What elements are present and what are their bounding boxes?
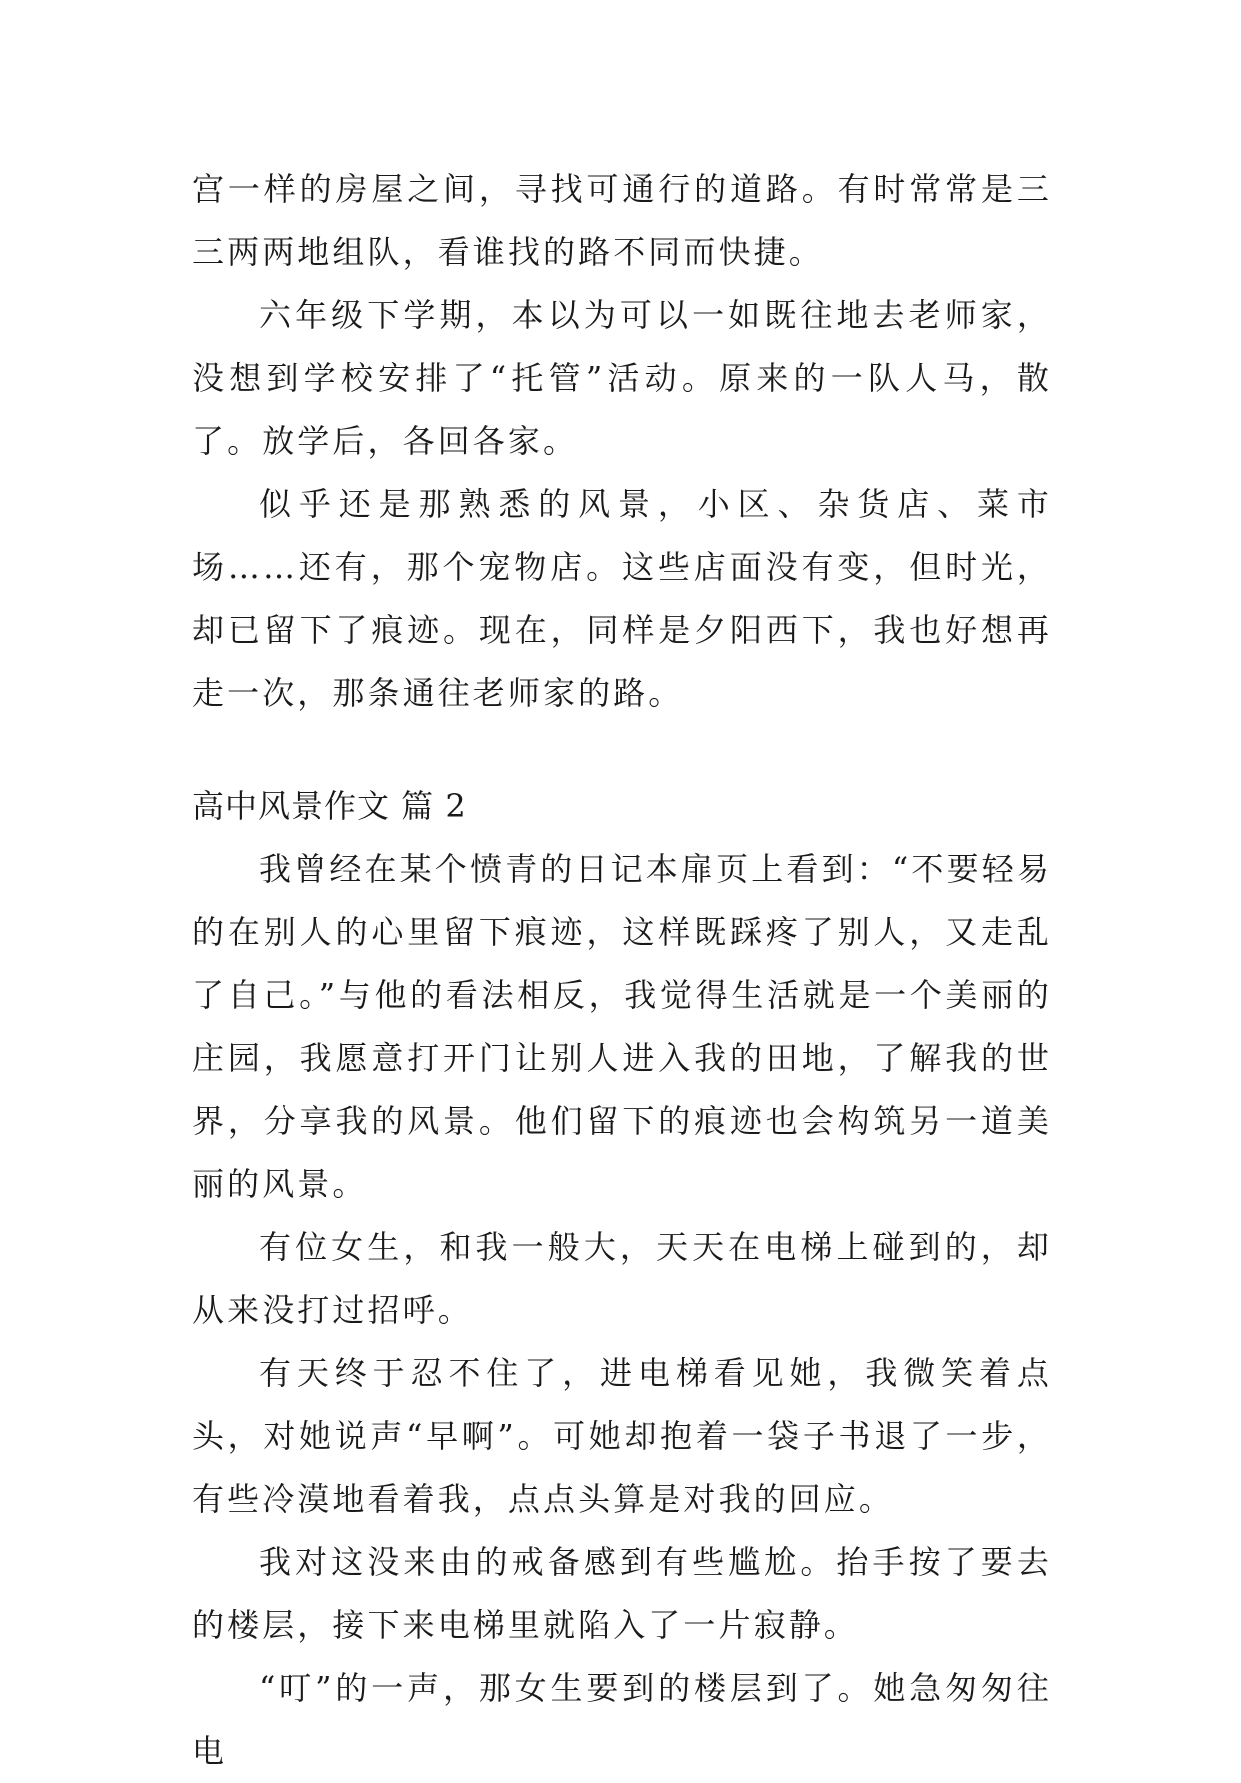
document-body xyxy=(192,158,1052,1783)
paragraph-familiar-scenery: 似乎还是那熟悉的风景，小区、杂货店、菜市场……还有，那个宠物店。这些店面没有变，但时光，却已留下了痕迹。现在，同样是夕阳西下，我也好想再走一次，那条通往老师家的路。 xyxy=(192,485,1052,712)
paragraph-greeting: 有天终于忍不住了，进电梯看见她，我微笑着点头，对她说声“早啊”。可她却抱着一袋子书退了一步，有些冷漠地看着我，点点头算是对我的回应。 xyxy=(192,1354,1052,1518)
paragraph-continuation: 宫一样的房屋之间，寻找可通行的道路。有时常常是三三两两地组队，看谁找的路不同而快捷。 xyxy=(192,170,1052,271)
paragraph-diary-quote: 我曾经在某个愤青的日记本扉页上看到：“不要轻易的在别人的心里留下痕迹，这样既踩疼了别人，又走乱了自己。”与他的看法相反，我觉得生活就是一个美丽的庄园，我愿意打开门让别人进入我的田地，了解我的世界，分享我的风景。他们留下的痕迹也会构筑另一道美丽的风景。 xyxy=(192,850,1052,1203)
section-title: 高中风景作文 篇 2 xyxy=(192,787,467,825)
paragraph-awkward: 我对这没来由的戒备感到有些尴尬。抬手按了要去的楼层，接下来电梯里就陷入了一片寂静。 xyxy=(192,1543,1052,1644)
paragraph-sixth-grade: 六年级下学期，本以为可以一如既往地去老师家，没想到学校安排了“托管”活动。原来的一队人马，散了。放学后，各回各家。 xyxy=(192,296,1052,460)
paragraph-ding: “叮”的一声，那女生要到的楼层到了。她急匆匆往电 xyxy=(192,1669,1052,1770)
paragraph-girl-elevator: 有位女生，和我一般大，天天在电梯上碰到的，却从来没打过招呼。 xyxy=(192,1228,1052,1329)
